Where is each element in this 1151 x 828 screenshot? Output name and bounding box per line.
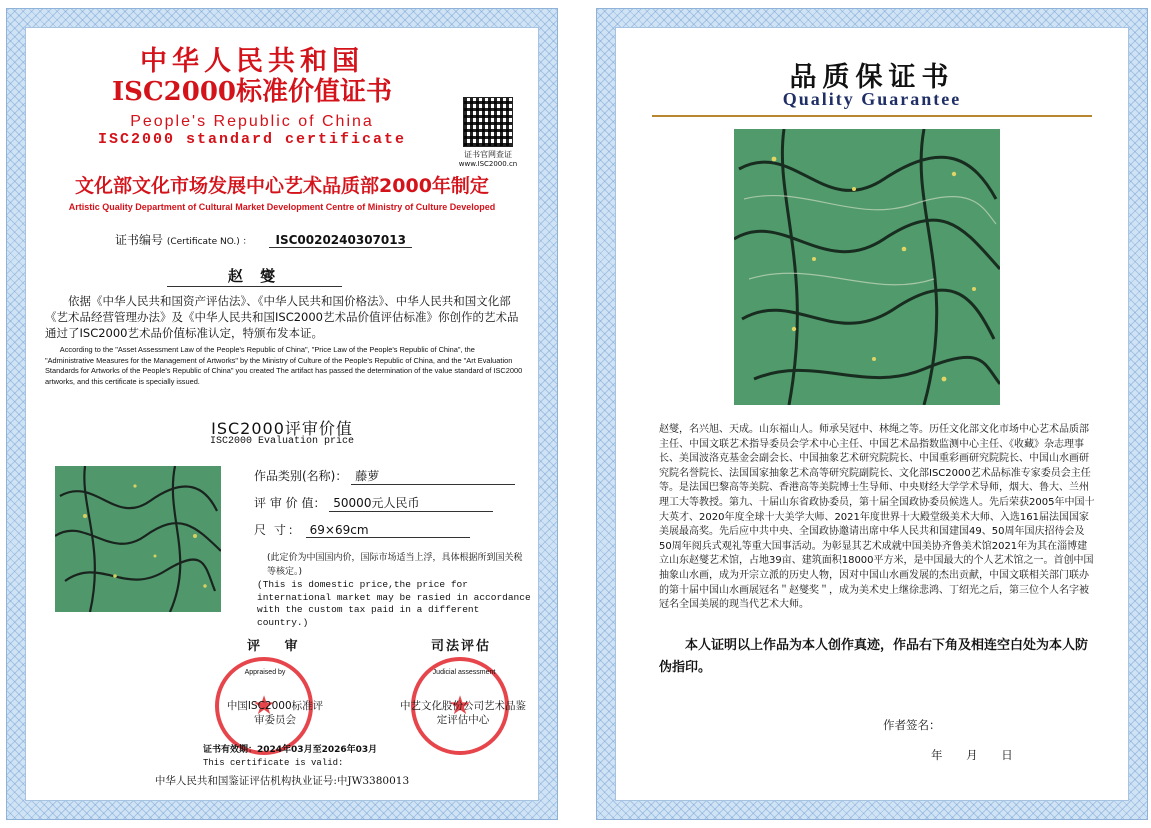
title-isc2000-cn: ISC2000标准价值证书 <box>112 77 392 107</box>
qr-label: 证书官网查证 <box>464 150 512 159</box>
seal2-text: 中艺文化股份公司艺术品鉴定评估中心 <box>400 700 526 726</box>
isc2000-certificate-page <box>6 8 558 820</box>
artwork-image <box>734 129 1000 405</box>
quality-guarantee-page <box>596 8 1148 820</box>
seal1-en: Appraised by <box>244 669 286 676</box>
artwork-thumbnail <box>55 466 221 612</box>
title-country-en: People's Republic of China <box>130 113 374 130</box>
field-size <box>254 521 470 538</box>
certificate-number-row <box>115 231 412 248</box>
seal2-en: Judicial assessment <box>432 669 496 676</box>
qr-url: www.ISC2000.cn <box>458 160 518 168</box>
validity-cn: 证书有效期：2024年03月至2026年03月 <box>203 745 378 755</box>
artist-biography: 赵燮，名兴旭、天成。山东福山人。师承吴冠中、林绳之等。历任文化部文化市场中心艺术品质部主任、中国文联艺术指导委员会学术中心主任、中国艺术品指数监测中心主任、《收藏》杂志理事长、美国波洛克基金会副会长、中国抽象艺术研究院院长、中国重彩画研究院院长、中国山水画研究院名誉院长、法国国家抽象艺术高等研究院副院长、文化部ISC2000艺术品标准专家委员会主任等。是法国巴黎高等美院、香港高等美院博士生导师、中央财经大学学术导师，烟大、鲁大、兰州理工大等教授。第九、十届山东省政协委员，第十届全国政协委员候选人。先后荣获2005年中国十大英才、2020年度全球十大美学大师、2021年度世界十大殿堂级美术大师、入选161届法国国家美展最高奖。先后应中共中央、全国政协邀请出席中华人民共和国建国49、50周年国庆招待会及50周年阅兵式观礼等重大国事活动。为彰显其艺术成就中国美协齐鲁美术馆2021年为其在淄博建立山东赵燮艺术馆，占地39亩、建筑面积18000平方米，是中国最大的个人艺术馆之一。首创中国抽象山水画，成为开宗立派的历史人物，因对中国山水画发展的杰出贡献，中国文联相关部门联办的第十届中国山水画展冠名＂赵燮奖＂，成为美术史上继徐悲鸿、丁绍光之后，第三位个人名字被冠名全国美展的现当代艺术大师。 <box>659 424 1095 611</box>
size-label: 尺 寸： <box>254 523 302 537</box>
price-note-cn: (此定价为中国国内价，国际市场适当上浮，具体根据所到国关税等核定。) <box>267 553 523 577</box>
cert-number: ISC0020240307013 <box>269 233 411 248</box>
title-standard-en: ISC2000 standard certificate <box>97 131 407 148</box>
signature-label: 作者签名： <box>883 718 941 732</box>
issuer-en: Artistic Quality Department of Cultural Market Development Centre of Ministry of Culture Developed <box>68 202 496 212</box>
date-label: 年 月 日 <box>931 748 1013 762</box>
license-number: 中华人民共和国鉴证评估机构执业证号:中JW3380013 <box>154 775 410 787</box>
artwork-name-value: 藤萝 <box>351 467 515 485</box>
intro-text-cn: 依据《中华人民共和国资产评估法》、《中华人民共和国价格法》、中华人民共和国文化部《艺术品经营管理办法》及《中华人民共和国ISC2000艺术品价值评估标准》你创作的艺术品通过了ISC2000艺术品价值标准认定，特颁布发本证。 <box>45 294 519 340</box>
price-label: 评 审 价 值： <box>254 496 326 510</box>
title-divider <box>652 115 1092 117</box>
guarantee-title-cn: 品质保证书 <box>789 62 955 93</box>
price-value: 50000元人民币 <box>329 494 493 512</box>
judicial-label: 司法评估 <box>431 639 492 654</box>
seal1-text: 中国ISC2000标准评审委员会 <box>226 700 324 726</box>
field-artwork-name <box>254 467 515 485</box>
review-label: 评 审 <box>247 639 308 654</box>
price-note-en: (This is domestic price,the price for international market may be rasied in accordance with the custom tax paid in a different country.) <box>257 579 531 628</box>
authenticity-statement: 本人证明以上作品为本人创作真迹，作品右下角及相连空白处为本人防伪指印。 <box>659 638 1089 675</box>
cert-label-en: (Certificate NO.) ： <box>166 237 252 247</box>
issuer-cn: 文化部文化市场发展中心艺术品质部2000年制定 <box>75 175 489 197</box>
cert-label: 证书编号 <box>115 233 164 247</box>
artist-name: 赵 燮 <box>167 265 342 287</box>
field-evaluation-price <box>254 494 493 512</box>
intro-text-en: According to the "Asset Assessment Law of the People's Republic of China", "Price Law of the People's Republic of China", the "Administrative Measures for the Management of Artworks" by the Ministry of Culture of the People's Republic of China, and the "Art Evaluation Standards for Artworks of the People's Republic of China" you created The artifact has passed the determination of the value standard of ISC2000 artworks, and this certificate is specially issued. <box>45 345 523 386</box>
validity-en: This certificate is valid: <box>203 758 344 768</box>
evaluation-title-cn: ISC2000评审价值 <box>211 419 353 438</box>
size-value: 69×69cm <box>306 523 470 538</box>
qr-code-icon <box>463 97 513 147</box>
evaluation-title-en: ISC2000 Evaluation price <box>209 436 355 447</box>
guarantee-title-en: Quality Guarantee <box>782 89 962 109</box>
artwork-name-label: 作品类别(名称)： <box>254 469 348 483</box>
title-country-cn: 中华人民共和国 <box>140 46 364 77</box>
